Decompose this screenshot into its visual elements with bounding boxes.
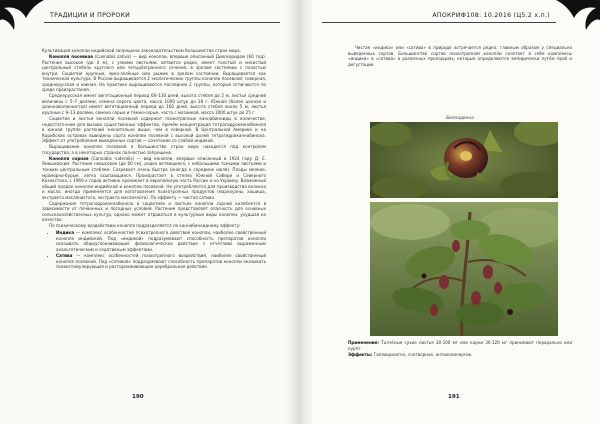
header-rule bbox=[322, 22, 556, 23]
body-paragraph bbox=[42, 201, 266, 223]
paragraph-text: Среднерусская имеет вегетационный период 60–130 дней, высота стебля до 2 м, листья средней величины с 5–7 долями, семена серого цвета, масса 1000 штук до 18 г. Южная (более ценная и длинноволокнистая) имеет вегетационный период до 160 дней, высота стебля около 5 м, листья крупные с 9–13 долями, семена серые и тёмно-серые, часто с мозаикой, масса 1000 штук до 25 г. bbox=[42, 93, 266, 116]
ornament-right-icon bbox=[556, 0, 600, 46]
page-number: 190 bbox=[132, 394, 144, 400]
intro-text bbox=[348, 45, 572, 67]
belladonna-plant-photo bbox=[370, 202, 558, 336]
ornament-left-icon bbox=[0, 0, 44, 46]
effect-list bbox=[42, 230, 266, 270]
effect-term: Индика bbox=[56, 230, 74, 235]
gutter-shadow bbox=[286, 0, 300, 424]
term-heading: Конопля сорная bbox=[49, 155, 89, 161]
term-heading: Конопля посевная bbox=[49, 54, 93, 60]
note-text: Толчёные сухие листья 30-100 мг или корни 30-120 мг принимают перорально или курят. bbox=[348, 340, 572, 351]
note-label: Эффекты: bbox=[348, 351, 373, 357]
left-page-header bbox=[0, 0, 300, 30]
running-header: ТРАДИЦИИ И ПРОРОКИ bbox=[50, 12, 131, 19]
header-rule bbox=[44, 22, 280, 23]
effect-term: Сатива bbox=[56, 253, 73, 259]
body-paragraph bbox=[42, 156, 266, 200]
paragraph-text: (Cannabis ruderalis) — вид конопли, впервые описанный в 1924 году Д. Е. Янишевским. Растение невысокое (до 60 см), редко ветвящееся, с небольшими тонкими листьями и тонким центральным стеблем. Созревает очень быстро (иногда к середине июля). Плоды мелкие, мраморно-бурые, легко осыпающиеся. Произрастает в степях Южной Сибири и Северного Казахстана, с 1960-х годов активно проникает в европейскую часть России и на Украину. Возможный общий предок конопли индийской и конопли посевной. Не употребляется для производства волокна и масла, иногда применяется для изготовления психотропных продуктов (марихуаны, хашиша, экстракта маслянистого, экстракта масличного). По эффекту — чистая сатива. bbox=[42, 155, 266, 200]
body-paragraph bbox=[42, 54, 266, 93]
body-text bbox=[42, 48, 266, 271]
body-paragraph bbox=[42, 116, 266, 144]
effect-list-item bbox=[56, 253, 266, 270]
effect-description: — комплекс особенностей психотропного воздействия, наиболее свойственный конопле посевной. Под «сативой» подразумевают способность препаратов конопли оказывать психостимулирующее и растормаживающее церебральное действие. bbox=[56, 253, 266, 270]
body-paragraph bbox=[42, 223, 266, 229]
plant-notes bbox=[348, 340, 572, 358]
effect-description: — комплекс особенностей психотропного действия конопли, наиболее свойственный конопле индийской. Под «индикой» подразумевают способность препаратов конопли оказывать общеуспокаивающее физиологическое действие с отчётливо выраженным анальгетическим и седативным эффектами. bbox=[56, 230, 266, 252]
right-page-header bbox=[300, 0, 600, 30]
figure-caption: Белладонна bbox=[446, 116, 474, 121]
note-paragraph bbox=[348, 352, 572, 358]
page-number: 191 bbox=[448, 394, 460, 400]
intro-paragraph: Чистая «индика» или «сатива» в природе встречается редко, главным образом у специально выведенных сортов. Большинство сортов психотропной конопли сочетает в себе комплексы «индика» и «сатива» в различных пропорциях, которые определяются эмпирически путём проб и дегустации. bbox=[348, 45, 572, 67]
paragraph-text: Соцветия и листья конопли посевной содержат психотропные каннабиноиды в количестве, недостаточном для вызова существенных эффектов, причём концентрация тетрагидроканнабинола в южной группе растений значительно выше, чем в северной. В Центральной Америке и на Карибских островах выведены сорта конопли посевной с высокой долей тетрагидроканнабинола. Эффект от употребления выведенных сортов — сочетание со слабой индикой. bbox=[42, 116, 266, 144]
body-paragraph bbox=[42, 93, 266, 115]
note-label: Применение: bbox=[348, 340, 380, 345]
effect-list-item bbox=[56, 230, 266, 252]
paragraph-text: Культивация конопли индийской запрещена законодательством большинства стран мира. bbox=[42, 48, 241, 53]
body-paragraph bbox=[42, 48, 266, 54]
note-paragraph bbox=[348, 340, 572, 351]
paragraph-text: Содержание тетрагидроканнабинола в соцветиях и листьях конопли сорной колеблется в зависимости от почвенных и погодных условий. Растение представляет опасность для основных сельскохозяйственных культур, однако может отдаваться в культурные виды конопли, ухудшая их качество. bbox=[42, 200, 266, 223]
right-page bbox=[300, 0, 600, 424]
paragraph-text: (Cannabis sativa) — вид конопли, впервые описанный Диоскоридом (60 год). Растение высокое (до 4 м), с узкими листьями, ветвится редко, имеет толстый и мясистый центральный стебель круглого или четырёхгранного сечения, в зрелом состоянии с полостью внутри. Соцветия крупные, ярко-зелёные или рыжие в зрелом состоянии. Выращивается как техническая культура. В России выращивается 2 экологических группы конопли посевной: северная, среднерусская и южная. На практике выращиваются последние 2 группы, которые отличаются по среде произрастания. bbox=[42, 54, 266, 93]
paragraph-text: Выращивание конопли посевной в большинстве стран мира находится под контролем государства, а в некоторых странах полностью запрещено. bbox=[42, 144, 266, 155]
paragraph-text: По психическому воздействию конопля подразделяется по каннабиноидному эффекту: bbox=[49, 223, 241, 229]
body-paragraph bbox=[42, 144, 266, 155]
note-text: Галлюциноген, снотворное, антихолинергик. bbox=[372, 351, 473, 357]
gutter-shadow bbox=[300, 0, 314, 424]
belladonna-flower-photo bbox=[370, 122, 558, 198]
running-header: АПОКРИФ108: 10.2016 (Ц5.2 х.п.) bbox=[432, 12, 550, 19]
